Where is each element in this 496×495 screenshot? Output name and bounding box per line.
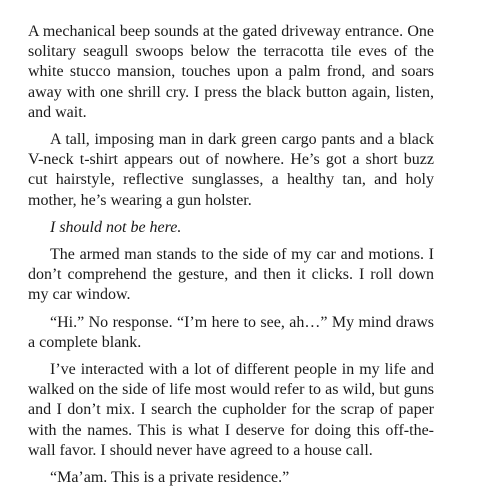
paragraph-3-italic-thought: I should not be here. — [50, 218, 182, 236]
document-page — [28, 22, 434, 495]
paragraph-6: I’ve interacted with a lot of different people in my life and walked on the side of life most would refer to as wild, but guns and I don’t mix. I search the cupholder for the scrap of paper with the names. This is what I deserve for doing this off-the-wall favor. I should never have agreed to a house call. — [28, 361, 434, 459]
paragraph-1: A mechanical beep sounds at the gated driveway entrance. One solitary seagull swoops below the terracotta tile eves of the white stucco mansion, touches upon a palm frond, and soars away with one shrill cry. I press the black button again, listen, and wait. — [28, 23, 434, 121]
paragraph-7: “Ma’am. This is a private residence.” — [50, 469, 290, 487]
paragraph-2: A tall, imposing man in dark green cargo pants and a black V-neck t-shirt appears out of nowhere. He’s got a short buzz cut hairstyle, reflective sunglasses, a healthy tan, and holy mother, he’s wearing a gun holster. — [28, 131, 434, 209]
paragraph-5: “Hi.” No response. “I’m here to see, ah…” My mind draws a complete blank. — [28, 313, 434, 351]
paragraph-4: The armed man stands to the side of my car and motions. I don’t comprehend the gesture, and then it clicks. I roll down my car window. — [28, 246, 434, 304]
